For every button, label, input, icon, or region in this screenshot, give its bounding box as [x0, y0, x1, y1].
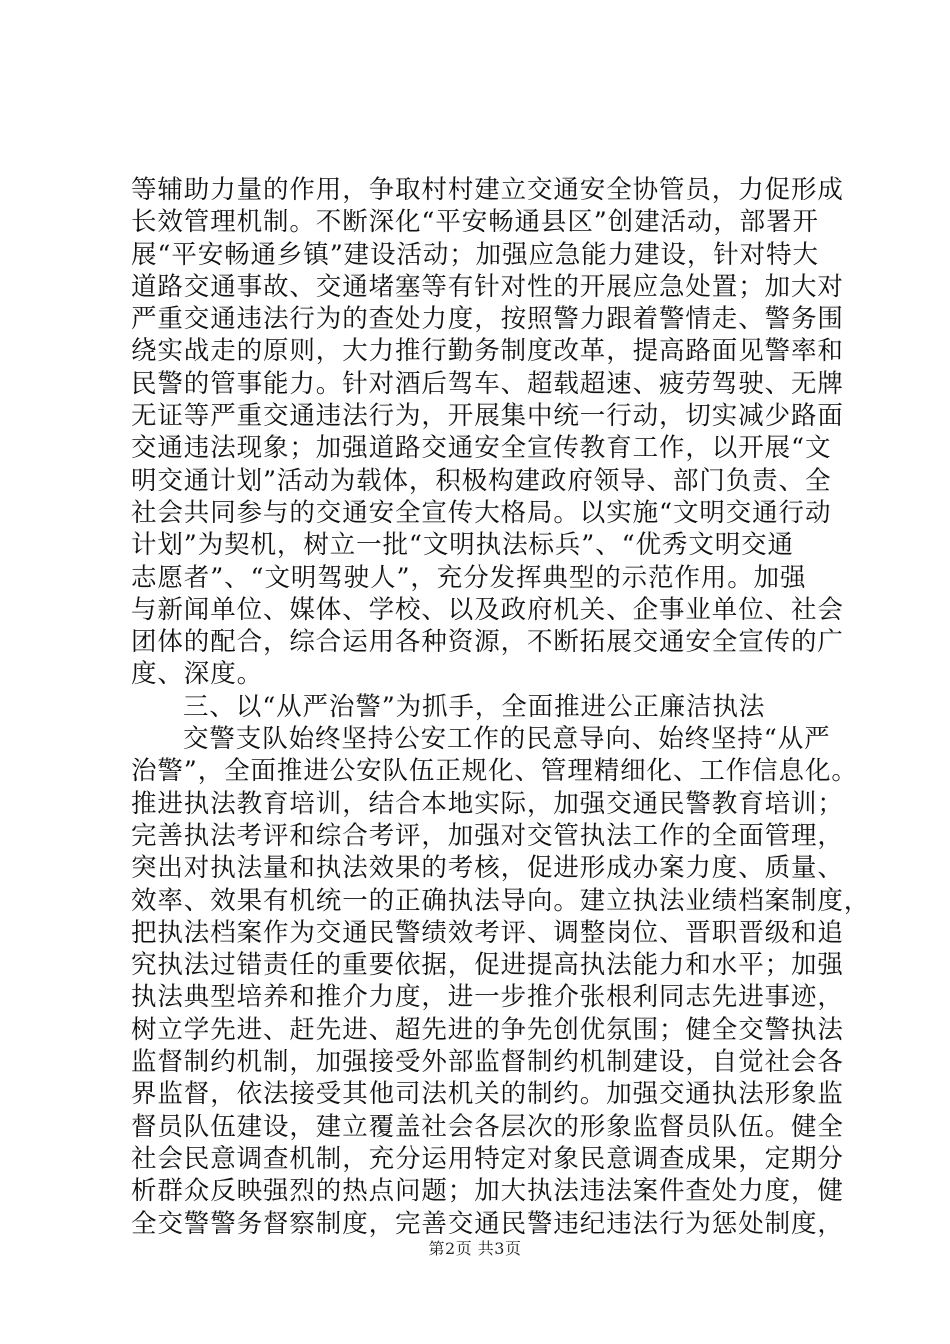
- text-line: 究执法过错责任的重要依据，促进提高执法能力和水平；加强: [131, 950, 844, 981]
- text-line: 完善执法考评和综合考评，加强对交管执法工作的全面管理，: [131, 820, 844, 851]
- text-line: 度、深度。: [131, 659, 264, 690]
- text-line: 等辅助力量的作用，争取村村建立交通安全协管员，力促形成: [131, 175, 844, 205]
- text-line: 社会共同参与的交通安全宣传大格局。以实施“文明交通行动: [131, 497, 832, 528]
- text-line: 治警”，全面推进公安队伍正规化、管理精细化、工作信息化。: [131, 756, 858, 787]
- text-line: 道路交通事故、交通堵塞等有针对性的开展应急处置；加大对: [131, 271, 844, 302]
- page-number-footer: 第2页 共3页: [428, 1239, 522, 1258]
- text-line: 全交警警务督察制度，完善交通民警违纪违法行为惩处制度，: [131, 1208, 844, 1239]
- text-line: 无证等严重交通违法行为，开展集中统一行动，切实减少路面: [131, 401, 844, 432]
- body-text: [131, 174, 871, 1240]
- text-line: 效率、效果有机统一的正确执法导向。建立执法业绩档案制度，: [131, 885, 871, 916]
- text-line: 执法典型培养和推介力度，进一步推介张根利同志先进事迹，: [131, 982, 844, 1013]
- text-line: 推进执法教育培训，结合本地实际，加强交通民警教育培训；: [131, 788, 844, 819]
- text-line: 把执法档案作为交通民警绩效考评、调整岗位、晋职晋级和追: [131, 917, 844, 948]
- text-line: 突出对执法量和执法效果的考核，促进形成办案力度、质量、: [131, 853, 844, 884]
- text-line: 长效管理机制。不断深化“平安畅通县区”创建活动，部署开: [131, 207, 819, 238]
- paragraph-start-line: 交警支队始终坚持公安工作的民意导向、始终坚持“从严: [183, 724, 831, 755]
- text-line: 团体的配合，综合运用各种资源，不断拓展交通安全宣传的广: [131, 627, 844, 658]
- text-line: 严重交通违法行为的查处力度，按照警力跟着警情走、警务围: [131, 304, 844, 335]
- text-line: 界监督，依法接受其他司法机关的制约。加强交通执法形象监: [131, 1079, 844, 1110]
- text-line: 交通违法现象；加强道路交通安全宣传教育工作，以开展“文: [131, 433, 832, 464]
- text-line: 社会民意调查机制，充分运用特定对象民意调查成果，定期分: [131, 1143, 844, 1174]
- text-line: 民警的管事能力。针对酒后驾车、超载超速、疲劳驾驶、无牌: [131, 368, 844, 399]
- text-line: 与新闻单位、媒体、学校、以及政府机关、企事业单位、社会: [131, 594, 844, 625]
- text-line: 志愿者”、“文明驾驶人”，充分发挥典型的示范作用。加强: [131, 562, 807, 593]
- section-heading: 三、以“从严治警”为抓手，全面推进公正廉洁执法: [183, 691, 766, 722]
- text-line: 明交通计划”活动为载体，积极构建政府领导、部门负责、全: [131, 465, 832, 496]
- text-line: 督员队伍建设，建立覆盖社会各层次的形象监督员队伍。健全: [131, 1111, 844, 1142]
- text-line: 计划”为契机，树立一批“文明执法标兵”、“优秀文明交通: [131, 530, 794, 561]
- text-line: 绕实战走的原则，大力推行勤务制度改革，提高路面见警率和: [131, 336, 844, 367]
- text-line: 监督制约机制，加强接受外部监督制约机制建设，自觉社会各: [131, 1047, 844, 1078]
- text-line: 析群众反映强烈的热点问题；加大执法违法案件查处力度，健: [131, 1176, 844, 1207]
- text-line: 展“平安畅通乡镇”建设活动；加强应急能力建设，针对特大: [131, 239, 819, 270]
- text-line: 树立学先进、赶先进、超先进的争先创优氛围；健全交警执法: [131, 1014, 844, 1045]
